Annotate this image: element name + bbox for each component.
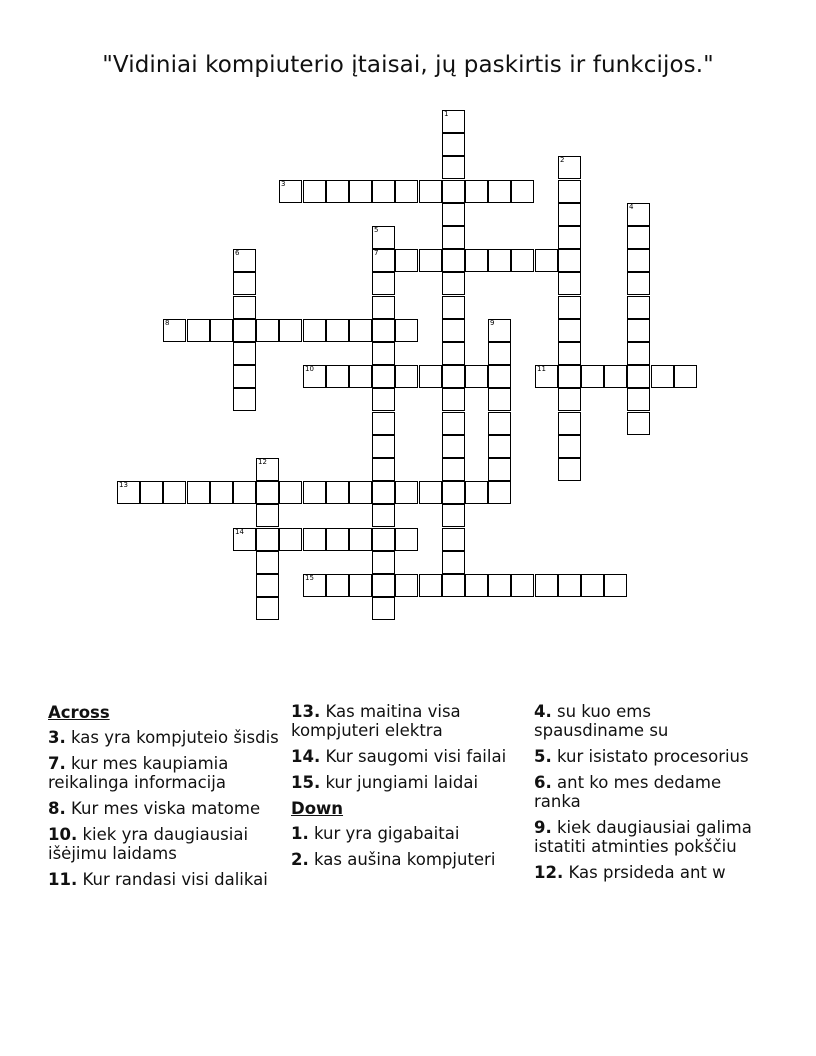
crossword-cell[interactable] <box>558 319 581 342</box>
crossword-cell[interactable] <box>627 412 650 435</box>
clue-across-3 <box>48 728 280 747</box>
crossword-cell[interactable] <box>303 319 326 342</box>
crossword-cell[interactable] <box>372 249 395 272</box>
crossword-cell[interactable] <box>488 388 511 411</box>
crossword-cell[interactable] <box>488 365 511 388</box>
clue-column-1 <box>48 702 280 896</box>
crossword-cell[interactable] <box>627 296 650 319</box>
crossword-cell[interactable] <box>535 249 558 272</box>
clue-column-3 <box>534 702 766 889</box>
clue-number: 12. <box>534 863 564 882</box>
crossword-cell[interactable] <box>372 435 395 458</box>
crossword-cell[interactable] <box>442 574 465 597</box>
cell-number: 2 <box>560 156 565 164</box>
crossword-cell[interactable] <box>372 180 395 203</box>
cell-number: 14 <box>235 528 244 536</box>
crossword-cell[interactable] <box>395 319 418 342</box>
crossword-cell[interactable] <box>442 412 465 435</box>
clue-text: Kur randasi visi dalikai <box>82 870 268 889</box>
crossword-cell[interactable] <box>349 481 372 504</box>
cell-number: 7 <box>374 249 379 257</box>
clue-number: 10. <box>48 825 78 844</box>
crossword-cell[interactable] <box>372 551 395 574</box>
crossword-cell[interactable] <box>558 203 581 226</box>
clue-text: Kur saugomi visi failai <box>325 747 507 766</box>
crossword-cell[interactable] <box>627 319 650 342</box>
crossword-cell[interactable] <box>465 574 488 597</box>
crossword-cell[interactable] <box>442 528 465 551</box>
crossword-cell[interactable] <box>279 319 302 342</box>
crossword-cell[interactable] <box>233 365 256 388</box>
crossword-cell[interactable] <box>326 481 349 504</box>
crossword-cell[interactable] <box>488 412 511 435</box>
crossword-cell[interactable] <box>303 180 326 203</box>
crossword-cell[interactable] <box>395 249 418 272</box>
crossword-cell[interactable] <box>465 249 488 272</box>
crossword-cell[interactable] <box>256 481 279 504</box>
clue-number: 6. <box>534 773 552 792</box>
crossword-cell[interactable] <box>627 226 650 249</box>
crossword-cell[interactable] <box>419 481 442 504</box>
crossword-cell[interactable] <box>604 574 627 597</box>
crossword-cell[interactable] <box>256 528 279 551</box>
crossword-cell[interactable] <box>581 574 604 597</box>
cell-number: 9 <box>490 319 495 327</box>
clue-column-2 <box>291 702 523 876</box>
crossword-cell[interactable] <box>372 504 395 527</box>
cell-number: 13 <box>119 481 128 489</box>
crossword-cell[interactable] <box>372 296 395 319</box>
crossword-cell[interactable] <box>233 296 256 319</box>
crossword-cell[interactable] <box>558 156 581 179</box>
crossword-cell[interactable] <box>233 481 256 504</box>
clue-text: kur isistato procesorius <box>557 747 749 766</box>
crossword-cell[interactable] <box>442 203 465 226</box>
down-heading: Down <box>291 799 344 818</box>
crossword-cell[interactable] <box>395 481 418 504</box>
crossword-cell[interactable] <box>349 180 372 203</box>
crossword-cell[interactable] <box>349 574 372 597</box>
clue-down-5 <box>534 747 766 766</box>
clue-number: 7. <box>48 754 66 773</box>
crossword-cell[interactable] <box>233 342 256 365</box>
crossword-cell[interactable] <box>535 365 558 388</box>
clue-text: Kas prsideda ant w <box>568 863 726 882</box>
crossword-cell[interactable] <box>303 574 326 597</box>
crossword-cell[interactable] <box>233 528 256 551</box>
crossword-cell[interactable] <box>465 365 488 388</box>
crossword-cell[interactable] <box>442 481 465 504</box>
crossword-cell[interactable] <box>651 365 674 388</box>
crossword-cell[interactable] <box>372 481 395 504</box>
clue-across-13 <box>291 702 523 740</box>
clue-text: Kur mes viska matome <box>71 799 261 818</box>
crossword-cell[interactable] <box>279 180 302 203</box>
cell-number: 3 <box>281 180 286 188</box>
crossword-cell[interactable] <box>488 180 511 203</box>
clue-number: 4. <box>534 702 552 721</box>
clue-text: kiek daugiausiai galima istatiti atminties pokščiu <box>534 818 752 856</box>
cell-number: 1 <box>444 110 449 118</box>
crossword-cell[interactable] <box>442 272 465 295</box>
crossword-cell[interactable] <box>442 249 465 272</box>
crossword-cell[interactable] <box>558 296 581 319</box>
clue-number: 9. <box>534 818 552 837</box>
crossword-cell[interactable] <box>256 319 279 342</box>
clue-text: kas aušina kompjuteri <box>314 850 496 869</box>
crossword-cell[interactable] <box>256 551 279 574</box>
crossword-cell[interactable] <box>488 249 511 272</box>
crossword-cell[interactable] <box>442 133 465 156</box>
crossword-cell[interactable] <box>303 481 326 504</box>
crossword-cell[interactable] <box>442 551 465 574</box>
crossword-cell[interactable] <box>233 272 256 295</box>
crossword-cell[interactable] <box>395 365 418 388</box>
crossword-cell[interactable] <box>419 180 442 203</box>
crossword-cell[interactable] <box>163 319 186 342</box>
crossword-cell[interactable] <box>604 365 627 388</box>
crossword-cell[interactable] <box>442 365 465 388</box>
clue-text: Kas maitina visa kompjuteri elektra <box>291 702 461 740</box>
clue-down-2 <box>291 850 523 869</box>
crossword-cell[interactable] <box>372 574 395 597</box>
crossword-cell[interactable] <box>256 458 279 481</box>
crossword-cell[interactable] <box>558 435 581 458</box>
clue-across-15 <box>291 773 523 792</box>
crossword-cell[interactable] <box>488 319 511 342</box>
clue-across-10 <box>48 825 280 863</box>
clue-number: 14. <box>291 747 321 766</box>
crossword-cell[interactable] <box>372 365 395 388</box>
crossword-cell[interactable] <box>442 504 465 527</box>
crossword-cell[interactable] <box>442 342 465 365</box>
crossword-cell[interactable] <box>558 458 581 481</box>
clue-number: 8. <box>48 799 66 818</box>
crossword-cell[interactable] <box>140 481 163 504</box>
crossword-cell[interactable] <box>442 319 465 342</box>
crossword-cell[interactable] <box>442 435 465 458</box>
crossword-cell[interactable] <box>488 458 511 481</box>
page-title: "Vidiniai kompiuterio įtaisai, jų paskirtis ir funkcijos." <box>102 52 714 78</box>
clue-number: 15. <box>291 773 321 792</box>
crossword-cell[interactable] <box>349 319 372 342</box>
crossword-cell[interactable] <box>395 574 418 597</box>
clue-number: 13. <box>291 702 321 721</box>
clue-across-7 <box>48 754 280 792</box>
clue-number: 2. <box>291 850 309 869</box>
clue-text: kur yra gigabaitai <box>314 824 460 843</box>
crossword-cell[interactable] <box>511 249 534 272</box>
crossword-cell[interactable] <box>488 435 511 458</box>
clue-number: 11. <box>48 870 78 889</box>
clue-down-4 <box>534 702 766 740</box>
crossword-cell[interactable] <box>187 319 210 342</box>
crossword-cell[interactable] <box>511 180 534 203</box>
crossword-cell[interactable] <box>488 342 511 365</box>
cell-number: 8 <box>165 319 170 327</box>
crossword-cell[interactable] <box>187 481 210 504</box>
crossword-cell[interactable] <box>326 528 349 551</box>
crossword-cell[interactable] <box>627 203 650 226</box>
crossword-cell[interactable] <box>372 597 395 620</box>
clue-text: kas yra kompjuteio šisdis <box>71 728 279 747</box>
clue-number: 1. <box>291 824 309 843</box>
clue-down-9 <box>534 818 766 856</box>
clue-text: kur mes kaupiamia reikalinga informacija <box>48 754 229 792</box>
crossword-cell[interactable] <box>535 574 558 597</box>
clue-down-6 <box>534 773 766 811</box>
crossword-cell[interactable] <box>372 412 395 435</box>
crossword-cell[interactable] <box>117 481 140 504</box>
crossword-cell[interactable] <box>256 574 279 597</box>
crossword-cell[interactable] <box>627 365 650 388</box>
crossword-cell[interactable] <box>395 180 418 203</box>
crossword-cell[interactable] <box>627 249 650 272</box>
crossword-cell[interactable] <box>465 180 488 203</box>
crossword-cell[interactable] <box>279 481 302 504</box>
crossword-cell[interactable] <box>442 458 465 481</box>
crossword-cell[interactable] <box>372 226 395 249</box>
clue-number: 5. <box>534 747 552 766</box>
crossword-cell[interactable] <box>627 342 650 365</box>
crossword-cell[interactable] <box>442 296 465 319</box>
crossword-cell[interactable] <box>163 481 186 504</box>
crossword-cell[interactable] <box>511 574 534 597</box>
crossword-cell[interactable] <box>349 365 372 388</box>
crossword-cell[interactable] <box>558 272 581 295</box>
crossword-cell[interactable] <box>326 365 349 388</box>
across-heading: Across <box>48 703 110 722</box>
crossword-cell[interactable] <box>372 272 395 295</box>
clue-down-12 <box>534 863 766 882</box>
crossword-cell[interactable] <box>442 156 465 179</box>
cell-number: 12 <box>258 458 267 466</box>
crossword-cell[interactable] <box>558 365 581 388</box>
clue-across-11 <box>48 870 280 889</box>
crossword-cell[interactable] <box>558 226 581 249</box>
crossword-cell[interactable] <box>419 365 442 388</box>
cell-number: 6 <box>235 249 240 257</box>
crossword-cell[interactable] <box>349 528 372 551</box>
crossword-cell[interactable] <box>558 574 581 597</box>
crossword-cell[interactable] <box>558 249 581 272</box>
clue-across-14 <box>291 747 523 766</box>
cell-number: 10 <box>305 365 314 373</box>
crossword-cell[interactable] <box>233 249 256 272</box>
crossword-cell[interactable] <box>627 388 650 411</box>
cell-number: 15 <box>305 574 314 582</box>
crossword-cell[interactable] <box>326 319 349 342</box>
crossword-cell[interactable] <box>442 388 465 411</box>
crossword-cell[interactable] <box>256 504 279 527</box>
crossword-cell[interactable] <box>372 319 395 342</box>
crossword-cell[interactable] <box>558 180 581 203</box>
crossword-cell[interactable] <box>442 226 465 249</box>
crossword-cell[interactable] <box>488 574 511 597</box>
crossword-cell[interactable] <box>488 481 511 504</box>
crossword-cell[interactable] <box>581 365 604 388</box>
crossword-cell[interactable] <box>233 319 256 342</box>
crossword-cell[interactable] <box>233 388 256 411</box>
crossword-cell[interactable] <box>395 528 418 551</box>
crossword-cell[interactable] <box>419 249 442 272</box>
crossword-cell[interactable] <box>210 319 233 342</box>
crossword-cell[interactable] <box>256 597 279 620</box>
cell-number: 4 <box>629 203 634 211</box>
clue-text: ant ko mes dedame ranka <box>534 773 722 811</box>
crossword-cell[interactable] <box>442 180 465 203</box>
clue-text: kur jungiami laidai <box>325 773 479 792</box>
crossword-cell[interactable] <box>303 365 326 388</box>
crossword-cell[interactable] <box>674 365 697 388</box>
clue-text: kiek yra daugiausiai išėjimu laidams <box>48 825 249 863</box>
clue-down-1 <box>291 824 523 843</box>
crossword-cell[interactable] <box>442 110 465 133</box>
clue-number: 3. <box>48 728 66 747</box>
crossword-cell[interactable] <box>279 528 302 551</box>
crossword-cell[interactable] <box>210 481 233 504</box>
crossword-cell[interactable] <box>558 412 581 435</box>
crossword-cell[interactable] <box>372 528 395 551</box>
crossword-cell[interactable] <box>558 342 581 365</box>
crossword-cell[interactable] <box>558 388 581 411</box>
crossword-cell[interactable] <box>326 574 349 597</box>
crossword-cell[interactable] <box>372 342 395 365</box>
crossword-cell[interactable] <box>303 528 326 551</box>
crossword-cell[interactable] <box>627 272 650 295</box>
clue-across-8 <box>48 799 280 818</box>
cell-number: 5 <box>374 226 379 234</box>
cell-number: 11 <box>537 365 546 373</box>
crossword-cell[interactable] <box>326 180 349 203</box>
crossword-cell[interactable] <box>465 481 488 504</box>
crossword-cell[interactable] <box>372 388 395 411</box>
clue-text: su kuo ems spausdiname su <box>534 702 669 740</box>
crossword-cell[interactable] <box>372 458 395 481</box>
crossword-cell[interactable] <box>419 574 442 597</box>
